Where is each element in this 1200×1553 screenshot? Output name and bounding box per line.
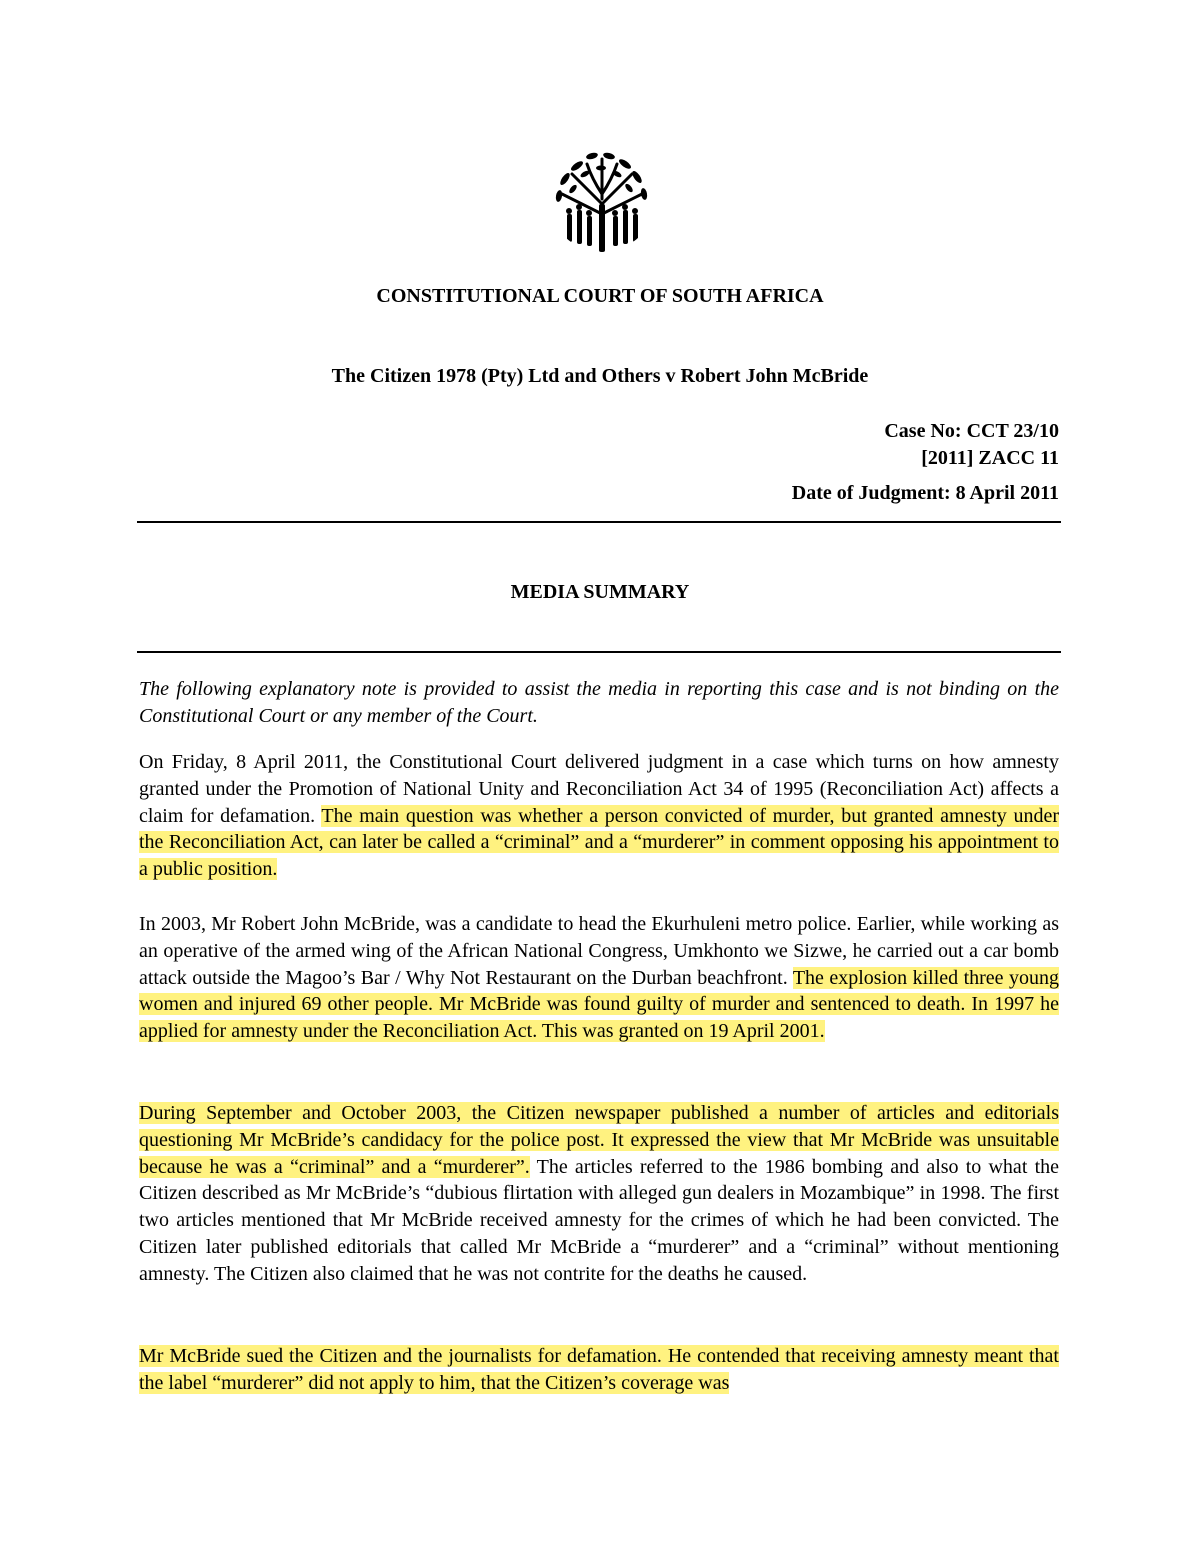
paragraph-4 bbox=[139, 1343, 1059, 1397]
paragraph-3-highlight: During September and October 2003, the Citizen newspaper published a number of articles and editorials questioning Mr McBride’s candidacy for the police post. It expressed the view that Mr McBride was unsuitable because he was a “criminal” and a “murderer”. bbox=[139, 1102, 1059, 1178]
paragraph-2-highlight: The explosion killed three young women and injured 69 other people. Mr McBride was found guilty of murder and sentenced to death. In 1997 he applied for amnesty under the Reconciliation Act. This was granted on 19 April 2001. bbox=[139, 966, 1059, 1043]
paragraph-4-highlight: Mr McBride sued the Citizen and the journalists for defamation. He contended that receiving amnesty meant that the label “murderer” did not apply to him, that the Citizen’s coverage was bbox=[139, 1345, 1059, 1394]
paragraph-2 bbox=[139, 911, 1059, 1045]
paragraph-1-text: On Friday, 8 April 2011, the Constitutional Court delivered judgment in a case which turns on how amnesty granted under the Promotion of National Unity and Reconciliation Act 34 of 1995 (Reconciliation Act) affects a claim for defamation. bbox=[139, 751, 1059, 827]
disclaimer-note: The following explanatory note is provided to assist the media in reporting this case and is not binding on the Constitutional Court or any member of the Court. bbox=[139, 678, 1059, 727]
paragraph-3-text: The articles referred to the 1986 bombing and also to what the Citizen described as Mr McBride’s “dubious flirtation with alleged gun dealers in Mozambique” in 1998. The first two articles mentioned that Mr McBride received amnesty for the crimes of which he had been convicted. The Citizen later published editorials that called Mr McBride a “murderer” and a “criminal” without mentioning amnesty. The Citizen also claimed that he was not contrite for the deaths he caused. bbox=[139, 1155, 1060, 1285]
summary-divider bbox=[137, 651, 1061, 653]
summary-heading: MEDIA SUMMARY bbox=[510, 581, 690, 603]
case-title: The Citizen 1978 (Pty) Ltd and Others v Robert John McBride bbox=[331, 365, 869, 387]
case-number: Case No: CCT 23/10 bbox=[884, 420, 1059, 442]
header-divider bbox=[137, 521, 1061, 523]
paragraph-1-highlight: The main question was whether a person convicted of murder, but granted amnesty under the Reconciliation Act, can later be called a “criminal” and a “murderer” in comment opposing his appointment to a public position. bbox=[139, 804, 1059, 881]
court-name: CONSTITUTIONAL COURT OF SOUTH AFRICA bbox=[376, 285, 824, 307]
judgment-date: Date of Judgment: 8 April 2011 bbox=[791, 482, 1059, 504]
paragraph-1 bbox=[139, 749, 1059, 883]
paragraph-3 bbox=[139, 1100, 1059, 1288]
paragraph-2-text: In 2003, Mr Robert John McBride, was a candidate to head the Ekurhuleni metro police. Earlier, while working as an operative of the armed wing of the African National Congress, Umkhonto we Sizwe, he carried out a car bomb attack outside the Magoo’s Bar / Why Not Restaurant on the Durban beachfront. bbox=[139, 913, 1059, 989]
citation: [2011] ZACC 11 bbox=[921, 447, 1059, 469]
tree-emblem-icon bbox=[547, 144, 657, 254]
